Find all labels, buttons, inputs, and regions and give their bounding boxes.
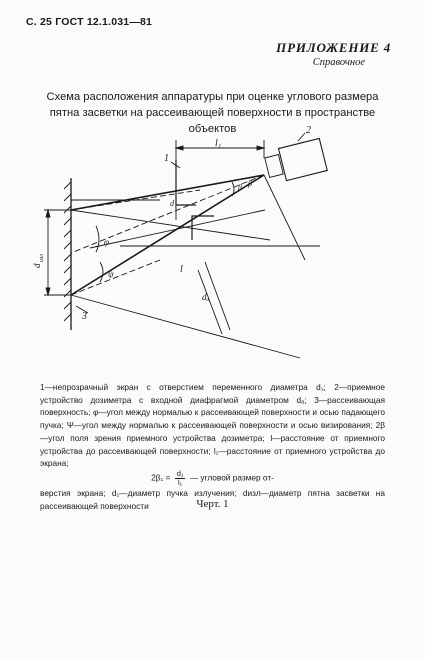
label-3: 3 xyxy=(82,311,87,322)
formula-fraction xyxy=(175,470,186,487)
formula-suffix: — угловой размер от- xyxy=(189,472,274,483)
label-da: dₐ xyxy=(202,292,210,302)
phi-arc xyxy=(96,226,99,252)
legend-part1: 1—непрозрачный экран с отверстием переменного диаметра d₁; 2—приемное устройство дозиметра с входной диафрагмой диаметром dₐ; 3—рассеивающая поверхность; φ—угол между нормалью к рассеивающей поверхности и осью падающего пучка; Ψ—угол между нормалью к рассеивающей поверхности и осью визирования; 2β—угол поля зрения приемного устройства дозиметра; l—расстояние от приемного устройства до рассеивающей поверхности; l₁—расстояние от приемного устройства до экрана; xyxy=(40,382,385,469)
appendix-type: Справочное xyxy=(312,57,365,68)
appendix-heading: ПРИЛОЖЕНИЕ 4 xyxy=(276,40,391,55)
figure-title-line2: пятна засветки на рассеивающей поверхности в пространстве объектов xyxy=(49,107,376,135)
label-l: l xyxy=(180,264,183,275)
label-2: 2 xyxy=(306,125,311,136)
label-phi: φ xyxy=(104,237,109,247)
label-d1: d₁ xyxy=(170,199,177,208)
formula-denominator: l₁ xyxy=(177,477,183,487)
leader-2 xyxy=(298,133,305,141)
page-reference: С. 25 ГОСТ 12.1.031—81 xyxy=(26,16,153,28)
legend-part2: верстия экрана; d₁—диаметр пучка излучения; dизл—диаметр пятна засветки на рассеивающей поверхности xyxy=(40,487,385,511)
label-1: 1 xyxy=(164,153,169,164)
receiver-device xyxy=(265,138,327,180)
label-beta2: β xyxy=(248,179,252,188)
figure-legend xyxy=(40,381,385,512)
psi-arc xyxy=(100,262,103,282)
label-d-izl: d xyxy=(32,263,42,268)
formula-prefix: 2β₁ = xyxy=(151,472,171,483)
label-d-izl-sub: изл xyxy=(39,254,45,262)
figure-caption: Черт. 1 xyxy=(196,498,229,510)
label-psi: ψ xyxy=(108,269,114,279)
formula-numerator: d₁ xyxy=(176,468,184,478)
figure-title-line1: Схема расположения аппаратуры при оценке углового размера xyxy=(46,91,379,103)
label-l1: l₁ xyxy=(215,138,222,149)
l-dimension xyxy=(90,210,265,248)
label-beta1: β xyxy=(238,183,242,192)
legend-formula xyxy=(40,470,385,487)
scattering-surface xyxy=(64,178,71,330)
